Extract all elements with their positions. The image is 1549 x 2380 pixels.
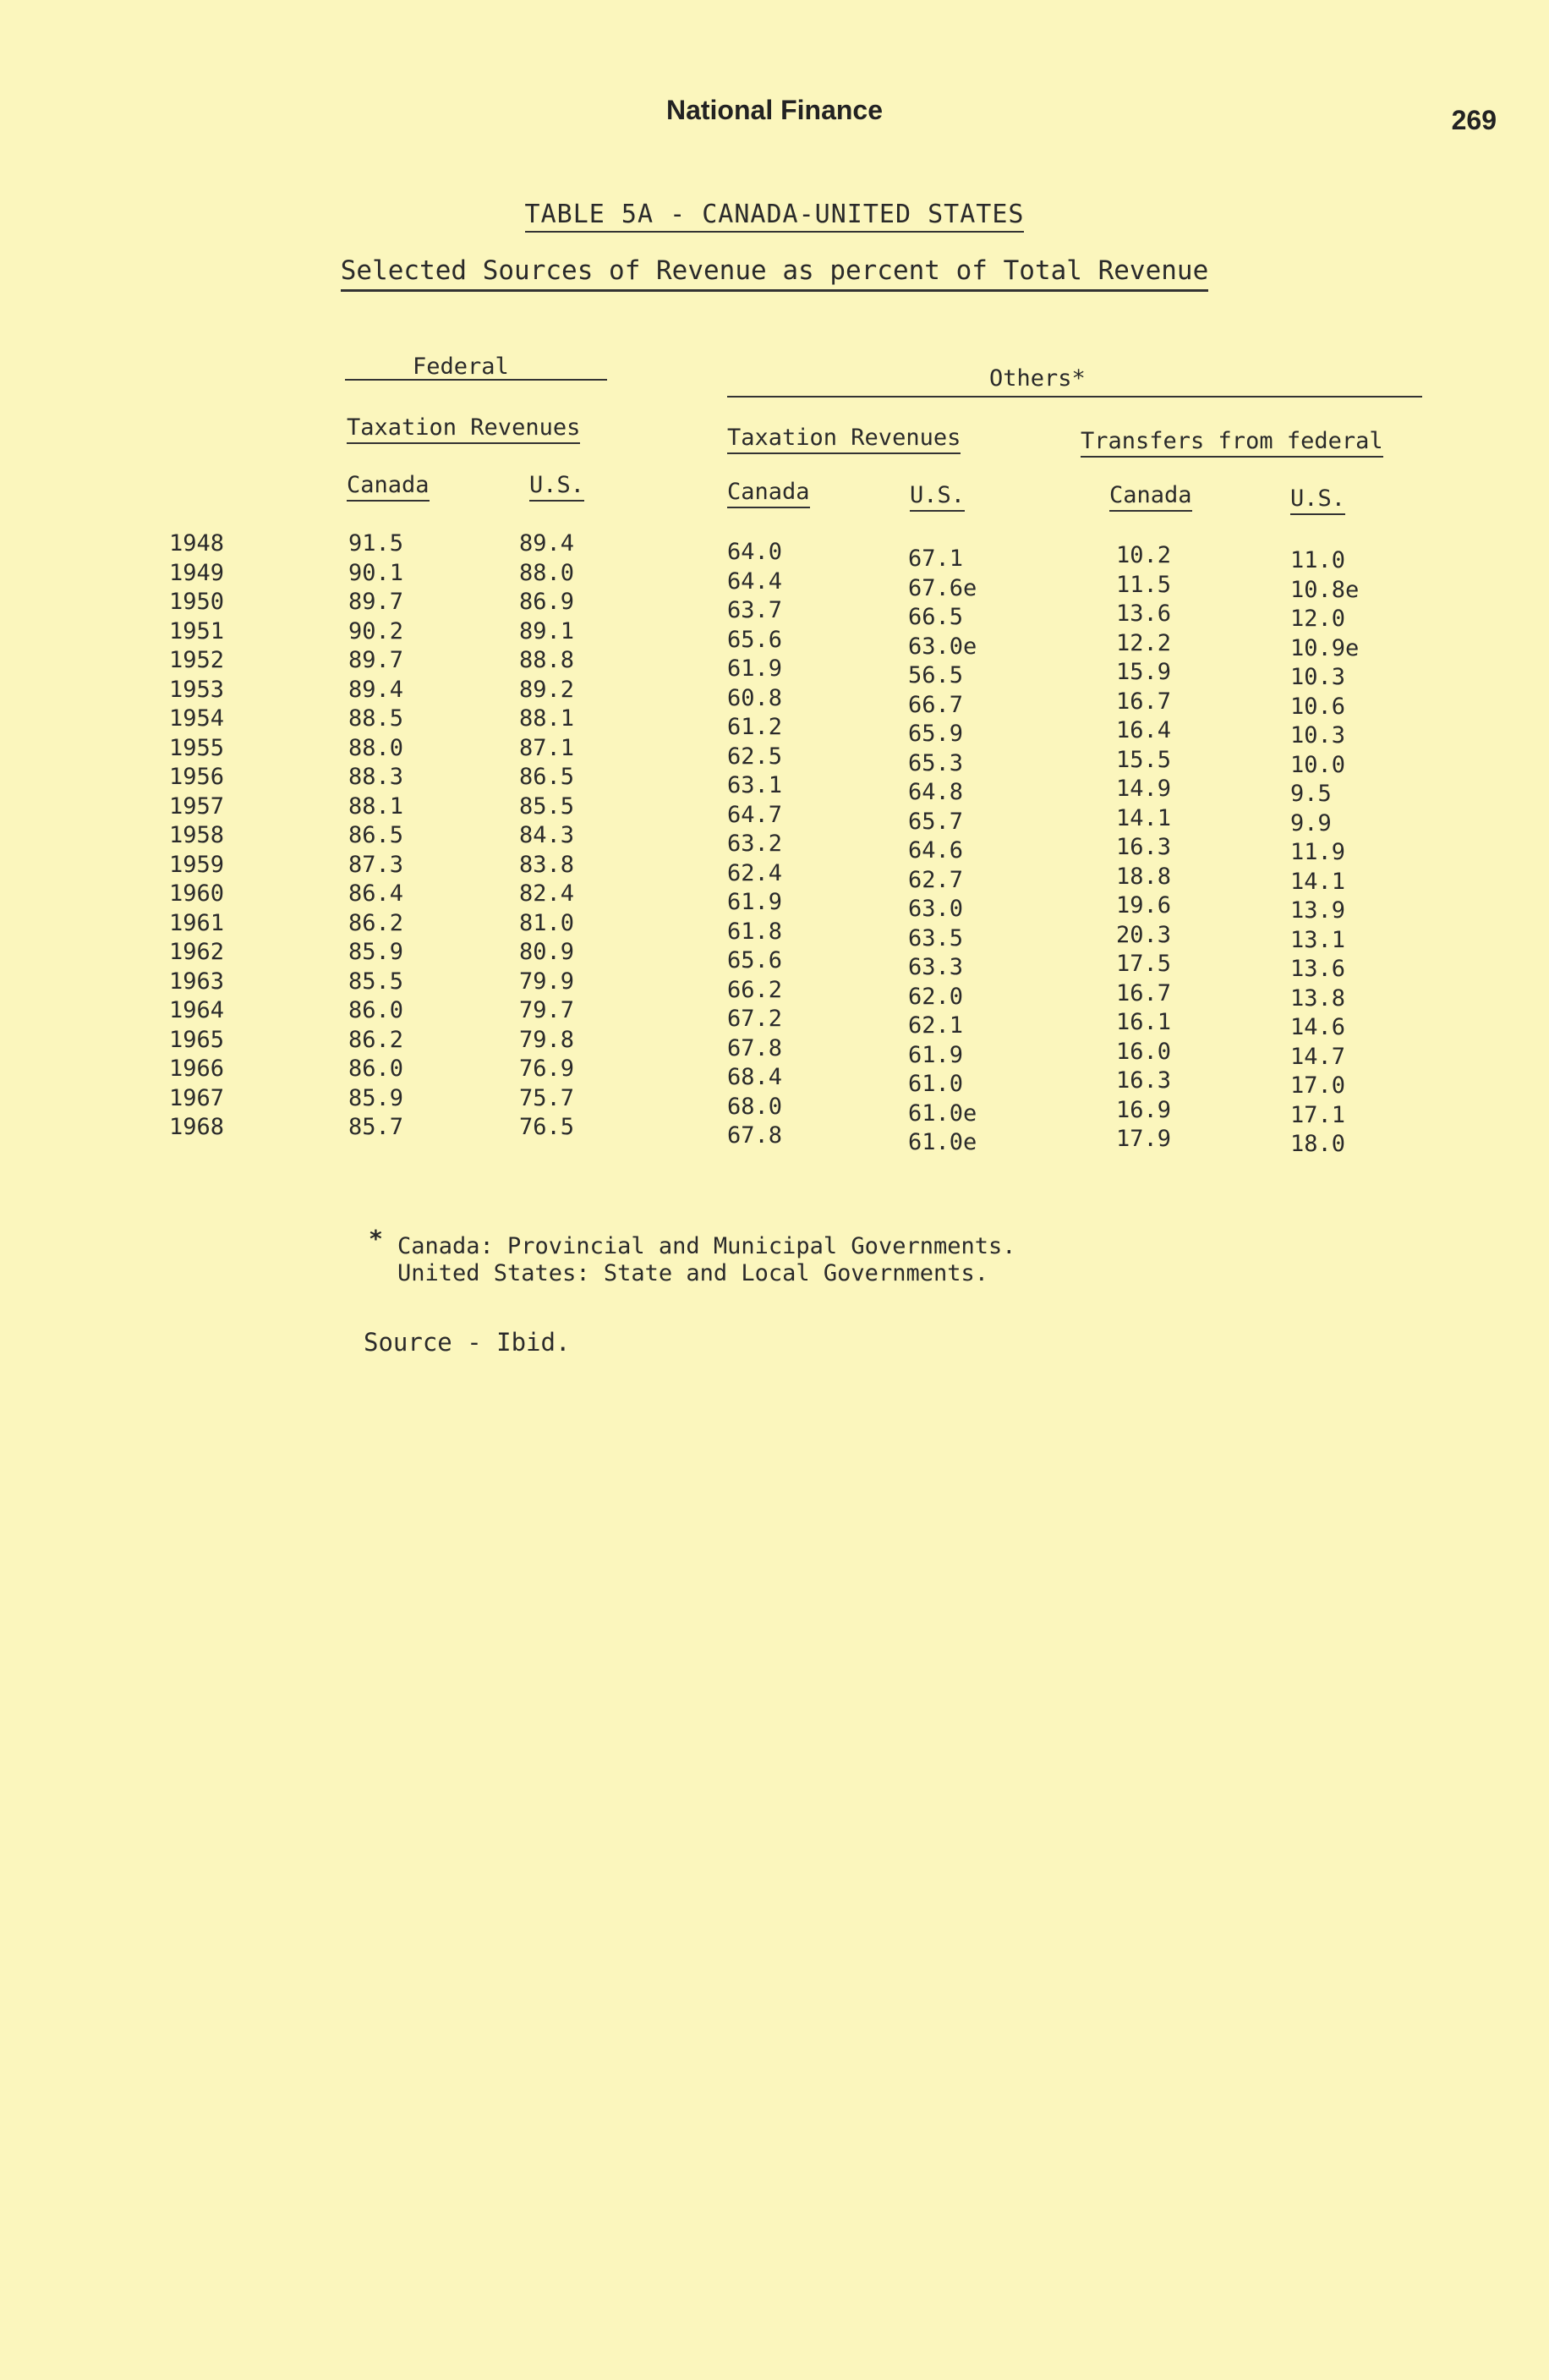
table-cell: 11.5	[1116, 571, 1172, 598]
table-cell: 16.3	[1116, 834, 1172, 860]
table-cell: 15.5	[1116, 746, 1172, 773]
footnote-canada: Canada: Provincial and Municipal Governments.	[397, 1233, 1016, 1259]
table-subtitle-text: Selected Sources of Revenue as percent of Total Revenue	[341, 255, 1209, 292]
table-cell: 83.8	[519, 851, 575, 878]
table-cell: 62.4	[727, 859, 783, 886]
column-transfers-canada	[1116, 541, 1171, 1154]
table-cell: 89.7	[348, 589, 404, 615]
table-cell: 90.1	[348, 559, 404, 586]
table-cell: 86.2	[348, 909, 404, 936]
page-number: 269	[1451, 105, 1497, 135]
table-cell: 10.3	[1290, 664, 1346, 690]
table-cell: 86.2	[348, 1026, 404, 1053]
group-others-rule	[727, 396, 1422, 398]
table-cell: 62.5	[727, 743, 783, 770]
colheader-transfers-us: U.S.	[1290, 485, 1345, 515]
footnote-asterisk: *	[369, 1225, 383, 1253]
table-cell: 19.6	[1116, 892, 1172, 919]
table-cell: 61.0e	[908, 1129, 977, 1155]
table-cell: 14.7	[1290, 1043, 1346, 1070]
table-cell: 79.8	[519, 1026, 575, 1053]
column-transfers-us	[1290, 546, 1359, 1160]
table-cell: 64.6	[908, 837, 964, 864]
table-cell: 13.8	[1290, 984, 1346, 1012]
column-others-tax-canada	[727, 538, 782, 1151]
table-cell: 88.5	[348, 705, 404, 732]
table-cell: 11.0	[1290, 547, 1346, 573]
table-cell: 86.0	[348, 1056, 404, 1082]
table-cell: 13.6	[1290, 956, 1346, 982]
table-cell: 15.9	[1116, 659, 1172, 685]
table-cell: 62.0	[908, 983, 964, 1010]
table-cell: 12.0	[1290, 606, 1346, 632]
table-cell: 16.7	[1116, 979, 1172, 1006]
table-cell: 9.9	[1290, 809, 1332, 836]
table-cell: 65.3	[908, 749, 964, 776]
table-cell: 16.0	[1116, 1038, 1172, 1065]
table-cell: 16.3	[1116, 1067, 1172, 1094]
table-cell: 1960	[169, 880, 225, 907]
table-cell: 10.3	[1290, 722, 1346, 749]
table-cell: 1967	[169, 1084, 225, 1111]
table-cell: 11.9	[1290, 839, 1346, 865]
table-cell: 65.6	[727, 626, 783, 653]
table-cell: 13.6	[1116, 600, 1172, 627]
running-head: National Finance	[665, 95, 884, 125]
subheader-transfers-from-federal: Transfers from federal	[1081, 428, 1383, 458]
table-cell: 66.7	[908, 691, 964, 718]
table-cell: 75.7	[519, 1084, 575, 1111]
table-cell: 16.4	[1116, 717, 1172, 743]
table-cell: 88.3	[348, 764, 404, 790]
table-cell: 89.4	[519, 530, 575, 557]
table-cell: 1968	[169, 1114, 225, 1140]
table-cell: 64.4	[727, 568, 783, 595]
table-cell: 89.1	[519, 617, 575, 644]
table-title	[0, 200, 1549, 229]
table-cell: 89.4	[348, 676, 404, 703]
table-cell: 13.1	[1290, 926, 1346, 953]
table-cell: 17.1	[1290, 1101, 1346, 1128]
table-cell: 1951	[169, 617, 225, 644]
table-cell: 1948	[169, 530, 225, 557]
table-cell: 76.5	[519, 1114, 575, 1140]
table-cell: 9.5	[1290, 781, 1332, 807]
table-cell: 64.7	[727, 801, 783, 828]
table-cell: 86.5	[348, 822, 404, 848]
table-cell: 63.0e	[908, 633, 977, 660]
table-cell: 14.1	[1290, 868, 1346, 895]
table-cell: 18.0	[1290, 1131, 1346, 1157]
colheader-others-tax-canada: Canada	[727, 479, 810, 508]
table-cell: 61.9	[727, 655, 783, 682]
column-federal-canada	[348, 529, 403, 1143]
table-cell: 86.4	[348, 880, 404, 907]
table-cell: 61.2	[727, 714, 783, 740]
table-cell: 10.9e	[1290, 634, 1360, 661]
colheader-others-tax-us: U.S.	[910, 482, 965, 512]
table-cell: 10.6	[1290, 693, 1346, 720]
table-cell: 1966	[169, 1056, 225, 1082]
table-cell: 10.0	[1290, 751, 1346, 778]
table-cell: 64.8	[908, 779, 964, 805]
table-cell: 65.6	[727, 947, 783, 973]
table-cell: 20.3	[1116, 921, 1172, 948]
table-cell: 67.8	[727, 1034, 783, 1061]
table-cell: 61.0	[908, 1071, 964, 1097]
table-cell: 65.7	[908, 808, 964, 835]
table-cell: 88.0	[348, 734, 404, 761]
table-cell: 79.9	[519, 968, 575, 995]
group-federal-rule	[345, 379, 607, 381]
table-cell: 85.9	[348, 1084, 404, 1111]
table-cell: 1954	[169, 705, 225, 732]
footnote-united-states: United States: State and Local Governments.	[397, 1260, 988, 1286]
table-cell: 17.5	[1116, 951, 1172, 977]
table-cell: 61.0e	[908, 1100, 977, 1127]
colheader-transfers-canada: Canada	[1109, 482, 1192, 512]
table-cell: 1958	[169, 822, 225, 848]
table-cell: 10.8e	[1290, 576, 1360, 603]
subheader-federal-taxation: Taxation Revenues	[347, 414, 580, 444]
table-cell: 16.9	[1116, 1096, 1172, 1123]
table-cell: 80.9	[519, 939, 575, 965]
table-cell: 63.0	[908, 896, 964, 922]
table-cell: 68.4	[727, 1064, 783, 1090]
table-cell: 63.5	[908, 924, 964, 951]
group-others-label: Others*	[989, 365, 1086, 392]
table-cell: 85.9	[348, 939, 404, 965]
table-cell: 63.7	[727, 597, 783, 623]
table-cell: 61.9	[727, 889, 783, 915]
table-cell: 89.7	[348, 647, 404, 673]
table-cell: 17.0	[1290, 1072, 1346, 1099]
column-federal-us	[519, 529, 574, 1143]
table-cell: 1955	[169, 734, 225, 761]
table-cell: 90.2	[348, 617, 404, 644]
table-cell: 66.5	[908, 604, 964, 630]
table-cell: 64.0	[727, 539, 783, 565]
table-cell: 14.1	[1116, 804, 1172, 831]
table-cell: 1950	[169, 589, 225, 615]
table-cell: 13.9	[1290, 897, 1346, 924]
table-cell: 17.9	[1116, 1126, 1172, 1152]
table-cell: 87.3	[348, 851, 404, 878]
table-cell: 67.1	[908, 546, 964, 572]
column-others-tax-us	[908, 545, 977, 1158]
table-cell: 82.4	[519, 880, 575, 907]
source-note: Source - Ibid.	[364, 1328, 571, 1357]
table-cell: 56.5	[908, 662, 964, 688]
table-cell: 10.2	[1116, 542, 1172, 568]
colheader-federal-canada: Canada	[347, 472, 430, 502]
table-cell: 76.9	[519, 1056, 575, 1082]
table-cell: 87.1	[519, 734, 575, 761]
table-cell: 12.2	[1116, 629, 1172, 656]
table-cell: 62.7	[908, 866, 964, 893]
table-cell: 88.0	[519, 559, 575, 586]
table-cell: 14.9	[1116, 776, 1172, 802]
table-cell: 1959	[169, 851, 225, 878]
table-cell: 86.5	[519, 764, 575, 790]
table-cell: 63.3	[908, 954, 964, 980]
table-cell: 85.5	[519, 792, 575, 820]
table-cell: 79.7	[519, 997, 575, 1023]
table-cell: 1949	[169, 559, 225, 586]
table-cell: 61.8	[727, 918, 783, 945]
table-cell: 68.0	[727, 1093, 783, 1120]
table-cell: 1956	[169, 764, 225, 790]
table-cell: 84.3	[519, 822, 575, 848]
table-cell: 66.2	[727, 976, 783, 1003]
table-cell: 1952	[169, 647, 225, 673]
group-federal-label: Federal	[413, 354, 509, 380]
table-cell: 63.2	[727, 831, 783, 857]
table-cell: 89.2	[519, 676, 575, 703]
table-cell: 62.1	[908, 1012, 964, 1039]
table-cell: 67.6e	[908, 574, 977, 601]
table-cell: 67.8	[727, 1122, 783, 1149]
table-cell: 63.1	[727, 772, 783, 798]
table-cell: 86.0	[348, 997, 404, 1023]
table-cell: 1964	[169, 997, 225, 1023]
table-cell: 85.5	[348, 968, 404, 995]
table-cell: 88.1	[348, 792, 404, 820]
table-cell: 86.9	[519, 589, 575, 615]
table-cell: 1961	[169, 909, 225, 936]
table-cell: 16.7	[1116, 688, 1172, 715]
table-cell: 60.8	[727, 684, 783, 711]
table-cell: 1963	[169, 968, 225, 995]
table-cell: 1965	[169, 1026, 225, 1053]
table-cell: 88.8	[519, 647, 575, 673]
table-cell: 16.1	[1116, 1009, 1172, 1035]
table-cell: 65.9	[908, 721, 964, 747]
table-cell: 81.0	[519, 909, 575, 936]
table-cell: 88.1	[519, 705, 575, 732]
table-cell: 1962	[169, 939, 225, 965]
table-cell: 61.9	[908, 1041, 964, 1068]
table-cell: 14.6	[1290, 1014, 1346, 1040]
subheader-others-taxation: Taxation Revenues	[727, 425, 961, 454]
table-cell: 1957	[169, 792, 225, 820]
table-cell: 1953	[169, 676, 225, 703]
table-cell: 85.7	[348, 1114, 404, 1140]
table-subtitle	[0, 255, 1549, 286]
column-years	[169, 529, 224, 1143]
table-cell: 91.5	[348, 530, 404, 557]
table-cell: 67.2	[727, 1006, 783, 1032]
table-title-text: TABLE 5A - CANADA-UNITED STATES	[525, 200, 1025, 233]
table-cell: 18.8	[1116, 863, 1172, 890]
colheader-federal-us: U.S.	[529, 472, 584, 502]
